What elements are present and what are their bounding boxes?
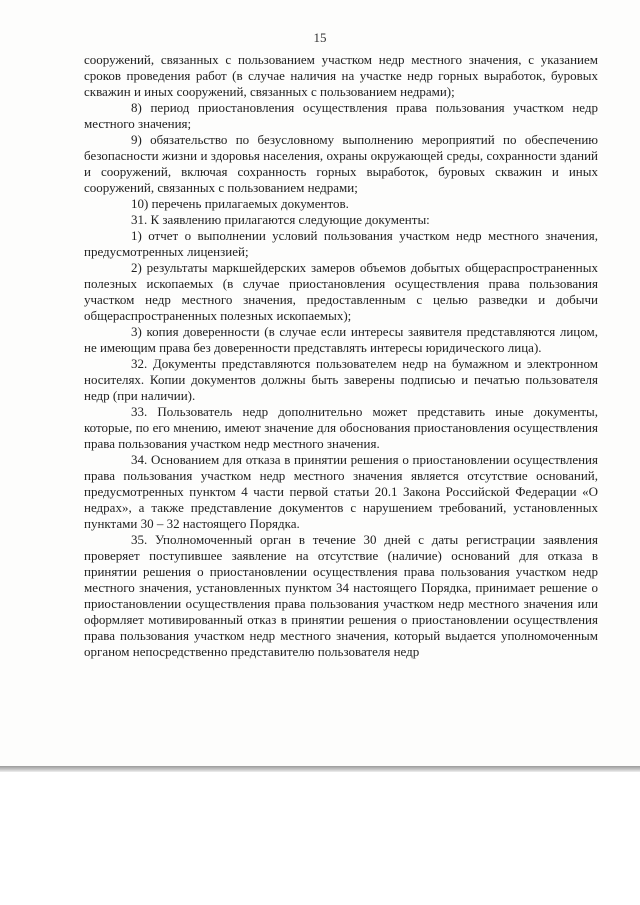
- paragraph-clause-31: 31. К заявлению прилагаются следующие документы:: [131, 212, 430, 227]
- paragraph-item-9: 9) обязательство по безусловному выполнению мероприятий по обеспечению безопасности жизни и здоровья населения, охраны окружающей среды, сохранности зданий и сооружений, включая сохранность горных выработок, буровых скважин и иных сооружений, связанных с пользованием недрами;: [84, 132, 598, 195]
- paragraph-clause-35: 35. Уполномоченный орган в течение 30 дней с даты регистрации заявления проверяет поступившее заявление на отсутствие (наличие) оснований для отказа в принятии решения о приостановлении осуществления права пользования участком недр местного значения, установленных пунктом 34 настоящего Порядка, принимает решение о приостановлении осуществления права пользования участком недр местного значения или оформляет мотивированный отказ в принятии решения о приостановлении осуществления права пользования участком недр местного значения, который выдается уполномоченным органом непосредственно представителю пользователя недр: [84, 532, 598, 659]
- paragraph-clause-33: 33. Пользователь недр дополнительно может представить иные документы, которые, по его мнению, имеют значение для обоснования приостановления осуществления права пользования участком недр местного значения.: [84, 404, 598, 451]
- paragraph-doc-2: 2) результаты маркшейдерских замеров объемов добытых общераспространенных полезных ископаемых (в случае приостановления осуществления права пользования участком недр местного значения, предоставленным с целью разведки и добычи общераспространенных полезных ископаемых);: [84, 260, 598, 323]
- paragraph-doc-3: 3) копия доверенности (в случае если интересы заявителя представляются лицом, не имеющим права без доверенности представлять интересы юридического лица).: [84, 324, 598, 355]
- paragraph-clause-34: 34. Основанием для отказа в принятии решения о приостановлении осуществления права пользования участком недр местного значения является отсутствие оснований, предусмотренных пунктом 4 части первой статьи 20.1 Закона Российской Федерации «О недрах», а также представление документов с нарушением требований, установленных пунктами 30 – 32 настоящего Порядка.: [84, 452, 598, 531]
- paragraph-item-8: 8) период приостановления осуществления права пользования участком недр местного значения;: [84, 100, 598, 131]
- paragraph-clause-32: 32. Документы представляются пользователем недр на бумажном и электронном носителях. Копии документов должны быть заверены подписью и печатью пользователя недр (при наличии).: [84, 356, 598, 403]
- scan-edge-shadow: [0, 766, 640, 772]
- page-number: 15: [313, 30, 327, 45]
- paragraph-doc-1: 1) отчет о выполнении условий пользования участком недр местного значения, предусмотренных лицензией;: [84, 228, 598, 259]
- document-body: [84, 52, 598, 660]
- paragraph-item-10: 10) перечень прилагаемых документов.: [131, 196, 349, 211]
- paragraph-continuation: сооружений, связанных с пользованием участком недр местного значения, с указанием сроков проведения работ (в случае наличия на участке недр горных выработок, буровых скважин и иных сооружений, связанных с пользованием недрами);: [84, 52, 598, 99]
